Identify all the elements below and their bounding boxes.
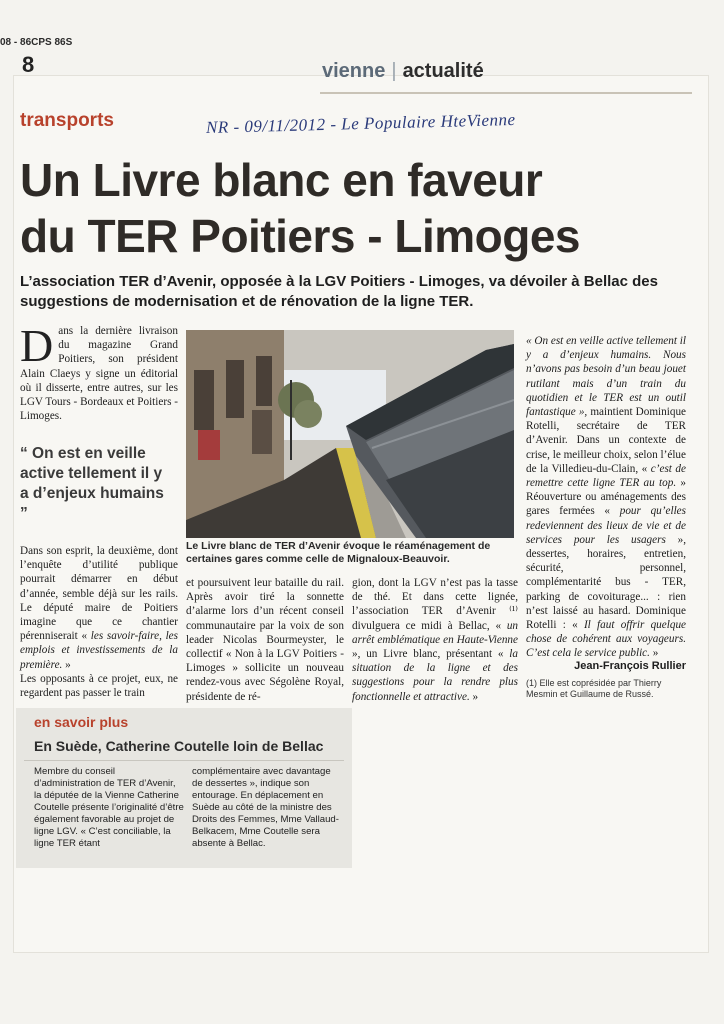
author-signature: Jean-François Rullier <box>574 660 686 672</box>
sidebar-column-1: Membre du conseil d’administration de TER d’Avenir, la députée de la Vienne Catherine Coutelle présente l’originalité d’être également favorable au projet de ligne LGV. « C’est conciliable, la ligne TER étant <box>34 766 184 849</box>
headline <box>20 152 680 264</box>
pull-quote: “ On est en veille active tellement il y a d’enjeux humains ” <box>20 445 164 522</box>
handwritten-note: NR - 09/11/2012 - Le Populaire HteVienne <box>205 109 516 138</box>
lede: L’association TER d’Avenir, opposée à la LGV Poitiers - Limoges, va dévoiler à Bellac des suggestions de modernisation et de rénovation de la ligne TER. <box>20 273 658 310</box>
body-text: » Réouverture ou aménagements des gares fermées « <box>526 477 686 518</box>
column-3 <box>352 576 518 704</box>
intro-paragraph: ans la dernière livraison du magazine Grand Poitiers, son président Alain Claeys y signe un éditorial où il disserte, entre autres, sur les LGV Tours - Bordeaux et Poitiers - Limoges. <box>20 325 178 423</box>
column-4 <box>526 334 686 661</box>
sidebar-column-2: complémentaire avec davantage de dessertes », indique son entourage. En déplacement en Suède au côté de la ministre des Droits des Femmes, Mme Vallaud-Belkacem, Mme Coutelle sera absente à Bellac. <box>192 766 339 849</box>
body-text: maintient Dominique Rotelli, secrétaire de TER d’Avenir. Dans un contexte de crise, le meilleur choix, selon l’élue de la Villedieu-du-Clain, « <box>526 406 686 475</box>
header-rule <box>320 92 692 94</box>
body-text: Dans son esprit, la deuxième, dont l’enquête d’utilité publique pourrait démarrer en début d’année, semble déjà sur les rails. Le député maire de Poitiers imagine que ce chantier pérenniserait « <box>20 545 178 643</box>
section-vienne: vienne <box>322 60 386 82</box>
body-quote: un arrêt emblématique en Haute-Vienne <box>352 619 518 646</box>
body-text: Les opposants à ce projet, eux, ne regardent pas passer le train <box>20 672 178 700</box>
footnote: (1) Elle est coprésidée par Thierry Mesmin et Guillaume de Russé. <box>526 678 662 699</box>
body-text: » <box>469 690 479 703</box>
body-text: », un Livre blanc, présentant « <box>352 648 510 661</box>
sidebar-tag: en savoir plus <box>34 714 129 730</box>
body-quote: pour qu’elles redeviennent des lieux de vie et de services pour les usagers <box>526 505 686 546</box>
body-text: » <box>649 647 659 660</box>
section-header <box>322 60 484 83</box>
sidebar-box <box>16 708 352 868</box>
column-1-body <box>20 544 178 700</box>
column-2: et poursuivent leur bataille du rail. Après avoir tiré la sonnette d’alarme lors d’un récent conseil communautaire par la voix de son leader Nicolas Bourmeyster, le collectif « Non à la LGV Poitiers - Limoges » sollicite un nouveau rendez-vous avec Ségolène Royal, présidente de ré- <box>186 577 344 703</box>
dropcap: D <box>20 320 54 371</box>
section-actualite: actualité <box>402 60 484 82</box>
train-station-image <box>186 330 514 538</box>
page-number: 8 <box>22 52 35 77</box>
kicker: transports <box>20 110 114 131</box>
section-separator: | <box>391 60 397 82</box>
body-quote: « On est en veille active tellement il y a d’enjeux humains. Nous n’avons pas besoin d’un beau jouet rutilant mais d’un train du quotidien et le TER est un outil fantastique », <box>526 335 686 419</box>
sidebar-rule <box>24 760 344 761</box>
headline-line-2: du TER Poitiers - Limoges <box>20 210 581 262</box>
body-quote: la situation de la ligne et des suggestions pour la rendre plus fonctionnelle et attractive. <box>352 648 518 703</box>
station-photo <box>186 330 514 538</box>
edition-code: 08 - 86CPS 86S <box>0 37 73 48</box>
body-text: », dessertes, horaires, entretien, sécurité, personnel, complémentarité bus - TER, parking de covoiturage... : rien n’est laissé au hasard. Dominique Rotelli : « <box>526 533 687 632</box>
body-text: » <box>62 658 71 671</box>
body-text: gion, dont la LGV n’est pas la tasse de thé. Et dans cette lignée, l’association TER d’Avenir ⁽¹⁾ divulguera ce midi à Bellac, « <box>352 577 518 632</box>
sidebar-title: En Suède, Catherine Coutelle loin de Bellac <box>34 738 324 754</box>
body-quote: c’est de remettre cette ligne TER au top. <box>526 462 686 490</box>
column-1-intro <box>20 320 178 423</box>
body-quote: les savoir-faire, les emplois et investissements de la première. <box>20 630 178 671</box>
body-quote: Il faut offrir quelque chose de cohérent aux voyageurs. C’est cela le service public. <box>526 619 686 660</box>
photo-caption: Le Livre blanc de TER d’Avenir évoque le réaménagement de certaines gares comme celle de Mignaloux-Beauvoir. <box>186 540 491 565</box>
headline-line-1: Un Livre blanc en faveur <box>20 154 543 206</box>
